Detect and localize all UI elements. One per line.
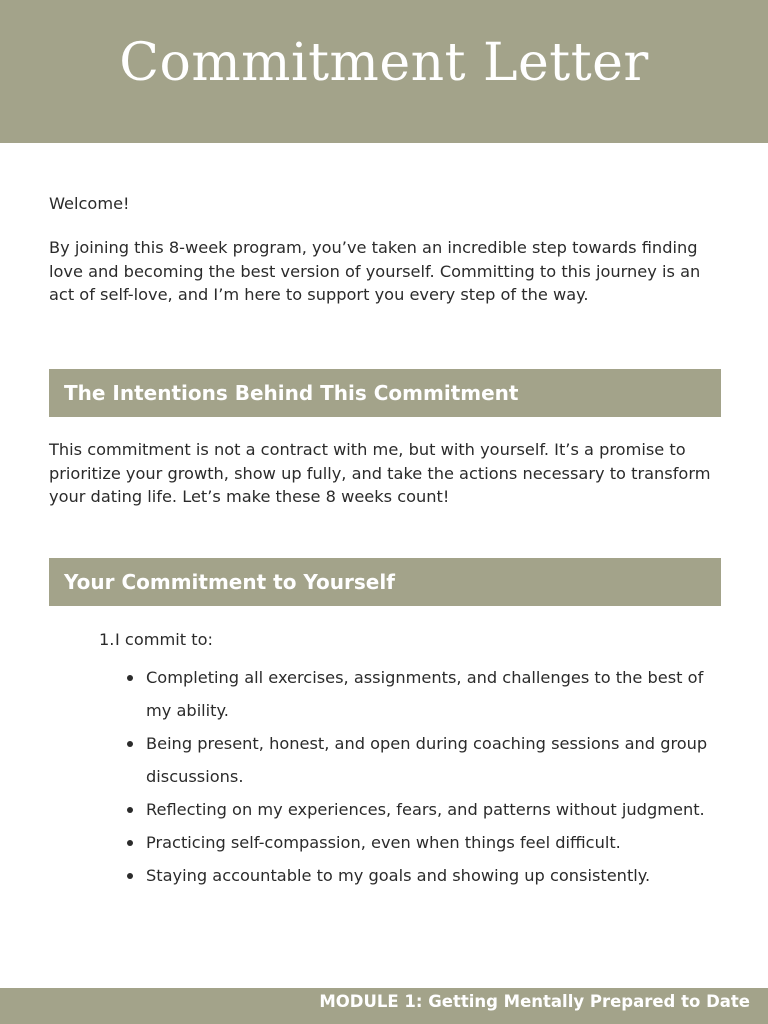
list-item — [99, 661, 719, 727]
section-heading-commitment — [49, 558, 721, 606]
bullet-icon — [127, 741, 133, 747]
section-heading-intentions — [49, 369, 721, 417]
list-item — [99, 793, 719, 826]
footer-banner — [0, 988, 768, 1024]
list-lead-text: I commit to: — [115, 630, 213, 649]
welcome-text: Welcome! — [49, 194, 130, 213]
page-title: Commitment Letter — [119, 33, 649, 93]
commitment-list — [99, 628, 719, 892]
list-item — [99, 826, 719, 859]
list-item-text: Staying accountable to my goals and showing up consistently. — [146, 866, 651, 885]
list-item — [99, 727, 719, 793]
list-item-text: Reflecting on my experiences, fears, and patterns without judgment. — [146, 800, 705, 819]
list-item — [99, 859, 719, 892]
bullet-icon — [127, 675, 133, 681]
section-title: The Intentions Behind This Commitment — [64, 381, 519, 405]
bullet-icon — [127, 840, 133, 846]
intentions-paragraph: This commitment is not a contract with me, but with yourself. It’s a promise to prioritize your growth, show up fully, and take the actions necessary to transform your dating life. Let’s make these 8 weeks count! — [49, 440, 711, 506]
list-item — [99, 628, 719, 652]
list-number: 1. — [99, 630, 115, 649]
header-banner — [0, 0, 768, 143]
section-title: Your Commitment to Yourself — [64, 570, 395, 594]
bullet-icon — [127, 873, 133, 879]
bullet-icon — [127, 807, 133, 813]
intro-paragraph: By joining this 8-week program, you’ve taken an incredible step towards finding love and becoming the best version of yourself. Committing to this journey is an act of self-love, and I’m here to support you every step of the way. — [49, 238, 701, 304]
commitment-sub-list — [99, 661, 719, 892]
list-item-text: Completing all exercises, assignments, and challenges to the best of my ability. — [146, 668, 704, 720]
footer-module-label: MODULE 1: Getting Mentally Prepared to Date — [319, 992, 750, 1011]
list-item-text: Being present, honest, and open during coaching sessions and group discussions. — [146, 734, 708, 786]
list-item-text: Practicing self-compassion, even when things feel difficult. — [146, 833, 621, 852]
